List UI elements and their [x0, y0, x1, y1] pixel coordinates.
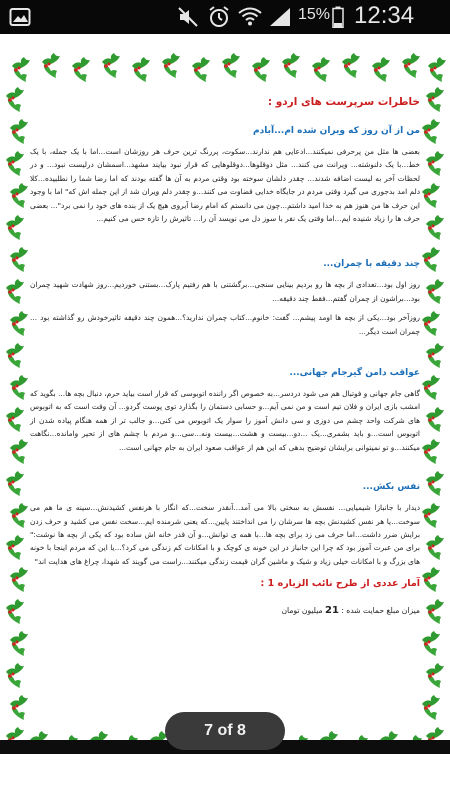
section-paragraph: بعضی ها مثل من پرحرفی نمیکنند...ادعایی هم ندارند...سکوت، پررنگ ترین حرف هر روزشان است...اما با یک جمله، با یک خط...با یک دلنوشته... ویرانت می کنند... مثل دوقلوها...دوقلوهایی که قرار نبود بیایند مشهد...اسمشان درلیست نبود... و در لحظات آخر به لیست اضافه شدند... چقدر دلشان سوخته بود وقتی مردم به آن ها گفته بودند که اما رضا شما را نطلبیده...کلا دلم امد بدجوری می گیرد وقتی مردم در جایگاه خدایی قضاوت می کنند...و چقدر دلم ویران شد از این جمله اش که" اما با وجود این حرف ها من هنوز هم به خدا امید داشتم...چون می دانستم که امام رضا آبروی هیچ یک از بنده های خود را نمی برد"... بعضی حرف ها را زیاد شنیده ایم...اما وقتی یک نفر با سوز دل می نویسد آن را... تاثیرش را تازه حس می کنیم... [30, 147, 420, 224]
section-heading: چند دقیقه با چمران... [323, 259, 420, 270]
section-paragraph: روز اول بود...تعدادی از بچه ها رو بردیم بینایی سنجی...برگشتنی با هم رفتیم پارک...بستنی خوردیم...روز شهادت شهید چمران بود...براشون از چمران گفتم...فقط چند دقیقه... [30, 280, 420, 303]
stats-title: آمار عددی از طرح نائب الزیاره 1 : [260, 578, 420, 590]
section-heading: عواقب دامن گیرجام جهانی... [289, 368, 420, 379]
battery-percent: 15% [298, 6, 331, 23]
signal-icon [268, 6, 292, 28]
stats-line-suffix: میلیون تومان [281, 606, 323, 616]
bottom-strip [0, 754, 450, 800]
gallery-notification-icon [9, 7, 31, 27]
document-title: خاطرات سرپرست های اردو : [267, 96, 420, 108]
document-content [30, 96, 420, 616]
battery-icon [332, 6, 344, 28]
page-indicator[interactable]: 7 of 8 [165, 712, 285, 750]
stats-amount: 21 [324, 605, 339, 617]
stats-line-prefix: میزان مبلغ حمایت شده : [341, 606, 420, 616]
clock: 12:34 [354, 2, 415, 29]
status-bar [0, 0, 450, 34]
section-paragraph: گاهی جام جهانی و فوتبال هم می شود دردسر...به خصوص اگر راننده اتوبوسی که قرار است بیاید حرم، دنبال بچه ها... بگوید که امشب بازی ایران و فلان تیم است و من نمی آیم...و حسابی دستمان را بگذارد توی پوست گردو... آن وقت است که به اتوبوس های شرکت واحد چشم می دوزی و سی دانش آموز را سوار یک اتوبوس می کنی...و جالب تر از همه هنگام پیاده شدن از اتوبوس است...و باید بشمری...یک ...دو...بیست و هشت...بیست ونه...سی...و مردم با چشم های از تحیر وامانده...نگاهت میکنند...و تو نمیتوانی برایشان توضیح بدهی که این هم از عواقب صعود ایران به جام جهانی است... [30, 389, 420, 452]
section-heading: نفس بکش... [362, 482, 420, 493]
section-heading: من از آن روز که ویران شده ام...آبادم [253, 126, 420, 136]
stats-line [30, 605, 420, 616]
mute-icon [177, 6, 199, 28]
alarm-icon [207, 5, 231, 29]
wifi-icon [238, 5, 262, 27]
document-viewer[interactable] [0, 34, 450, 740]
section-paragraph: دیدار با جانبازا شیمیایی... نفسش به سختی بالا می آمد...آنقدر سخت...که انگار با هرنفس کشیدنش...سینه ی ما هم می سوخت...یا هر نفس کشیدنش بچه ها سرشان را می انداختند پایین...که یعنی شرمنده ایم...سخت نفس می کشید و حرف زدن برایش ضرر داشت...اما حرف می زد برای بچه ها...با همه ی توانش...و آن قدر خانه اش ساده بود که یکی از بچه ها نوشت:" برای من عبرت آموز بود که چرا این جانباز در این خونه ی کوچک و با امکانات کم زندگی می کرد؟...یا این که مردم اینجا با خونه های بزرگ و با امکانات خیلی زیاد و شیک و ماشین گران قیمت زندگی میکنند...راست می گویند که شهدا، چراغ های هدایت اند" [30, 503, 420, 566]
section-paragraph: روزآخر بود...یکی از بچه ها اومد پیشم... گفت: خانوم...کتاب چمران ندارید؟...همون چند دقیقه تاثیرخودش رو گذاشته بود ... چمران است دیگر... [30, 313, 420, 336]
